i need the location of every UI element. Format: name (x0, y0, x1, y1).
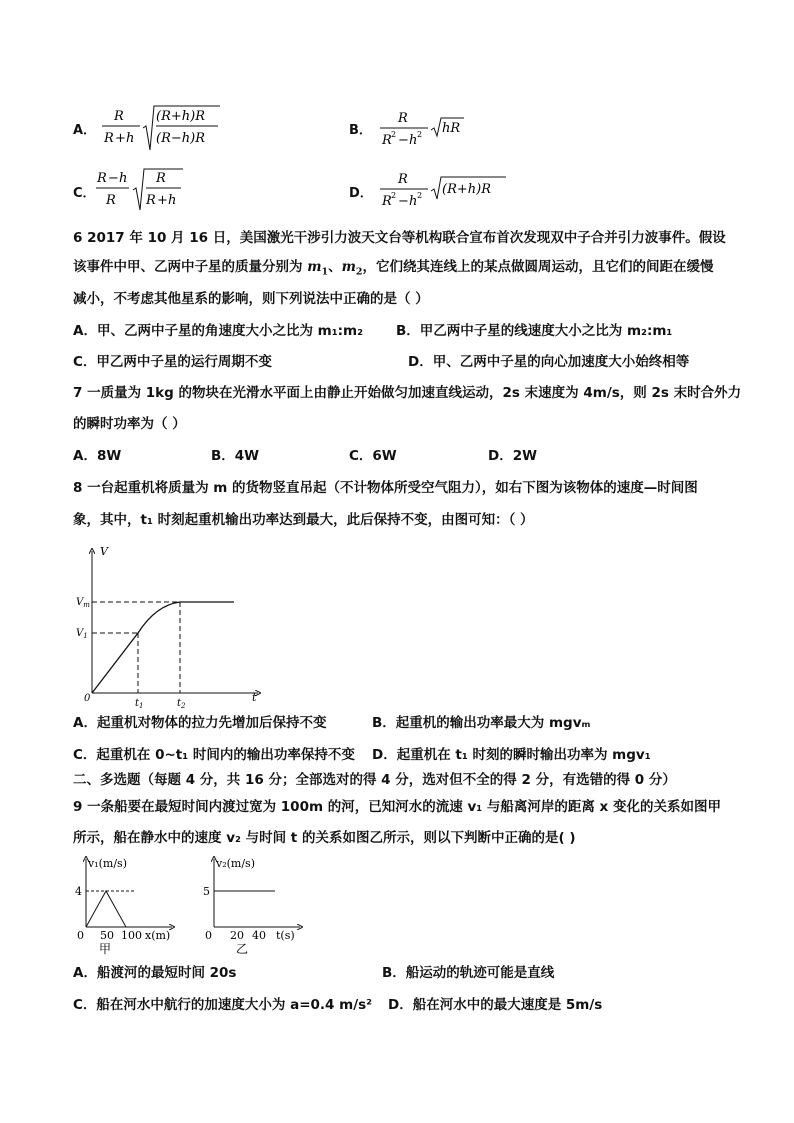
svg-text:h: h (119, 171, 128, 186)
y-tick-label: 5 (203, 885, 210, 898)
svg-text:R: R (156, 171, 166, 186)
q6-option-c: C．甲乙两中子星的运行周期不变 (73, 354, 272, 370)
q6-stem-line1: 6 2017 年 10 月 16 日，美国激光干涉引力波天文台等机构联合宣布首次发现双中子合并引力波事件。假设 (73, 230, 726, 246)
svg-text:R: R (398, 111, 408, 126)
svg-text:−: − (108, 171, 119, 186)
x-axis-label: t (252, 691, 257, 704)
svg-text:R: R (114, 109, 124, 124)
q8-option-d: D．起重机在 t₁ 时刻的瞬时输出功率为 mgv₁ (372, 747, 651, 763)
x-axis-label: x(m) (145, 929, 171, 942)
q7-option-a: A．8W (73, 448, 122, 464)
option-b-formula (378, 108, 478, 150)
caption: 甲 (99, 942, 112, 955)
option-d-formula (378, 169, 513, 211)
q8-velocity-time-graph (76, 543, 266, 708)
q7-stem-line2: 的瞬时功率为（ ） (73, 416, 186, 432)
q6-option-a: A．甲、乙两中子星的角速度大小之比为 m₁:m₂ (73, 323, 364, 339)
option-c-formula (95, 166, 195, 212)
option-d-label: D． (349, 186, 373, 201)
svg-text:R: R (97, 171, 107, 186)
svg-text:h: h (126, 131, 135, 146)
option-c-label: C． (73, 186, 96, 201)
option-b-label: B． (349, 123, 372, 138)
caption: 乙 (236, 942, 249, 955)
svg-text:(R−h)R: (R−h)R (156, 131, 205, 146)
y-tick-label: 4 (75, 885, 82, 898)
flow-velocity-triangle (86, 891, 126, 927)
q9-graph-jia (72, 855, 182, 955)
q6-stem-line2: 该事件中甲、乙两中子星的质量分别为 $m_1$、$m_2$，它们绕其连线上的某点做圆周运动，且它们的间距在缓慢 (73, 259, 714, 278)
x-tick-label: 100 (121, 929, 142, 942)
svg-text:R: R (104, 131, 114, 146)
origin-label: 0 (84, 693, 91, 704)
x-axis-label: t(s) (276, 929, 295, 942)
q9-option-a: A．船渡河的最短时间 20s (73, 965, 237, 981)
svg-text:h: h (168, 193, 177, 208)
t1-label: $t_1$ (135, 698, 144, 708)
x-tick-label: 20 (230, 929, 244, 942)
q8-option-c: C．起重机在 0~t₁ 时间内的输出功率保持不变 (73, 747, 355, 763)
svg-text:2: 2 (391, 191, 397, 200)
q9-graph-yi (200, 855, 310, 955)
svg-text:2: 2 (417, 130, 423, 139)
q7-option-b: B．4W (211, 448, 260, 464)
q7-option-c: C．6W (349, 448, 397, 464)
y-axis-label: V (100, 545, 108, 558)
origin-label: 0 (205, 929, 212, 942)
vm-label: $V_m$ (76, 597, 90, 609)
svg-text:h: h (409, 133, 418, 148)
t2-label: $t_2$ (177, 698, 186, 708)
svg-text:R: R (146, 193, 156, 208)
origin-label: 0 (77, 929, 84, 942)
svg-text:−: − (398, 133, 409, 148)
svg-text:hR: hR (442, 121, 461, 136)
q6-stem-line3: 减小，不考虑其他星系的影响，则下列说法中正确的是（ ） (73, 291, 429, 307)
svg-text:R: R (382, 133, 392, 148)
q7-option-d: D．2W (488, 448, 537, 464)
q8-stem-line1: 8 一台起重机将质量为 m 的货物竖直吊起（不计物体所受空气阻力），如右下图为该物体的速度—时间图 (73, 480, 698, 496)
v1-label: $V_1$ (76, 628, 88, 640)
svg-text:+: + (115, 131, 126, 146)
q9-stem-line1: 9 一条船要在最短时间内渡过宽为 100m 的河，已知河水的流速 v₁ 与船离河岸的距离 x 变化的关系如图甲 (73, 799, 721, 815)
q8-stem-line2: 象，其中，t₁ 时刻起重机输出功率达到最大，此后保持不变，由图可知：（ ） (73, 512, 534, 528)
svg-text:R: R (398, 172, 408, 187)
svg-text:(R+h)R: (R+h)R (442, 182, 491, 197)
svg-text:R: R (106, 193, 116, 208)
q9-option-d: D．船在河水中的最大速度是 5m/s (388, 997, 603, 1013)
q6-option-b: B．甲乙两中子星的线速度大小之比为 m₂:m₁ (396, 323, 673, 339)
svg-text:2: 2 (391, 130, 397, 139)
q7-stem-line1: 7 一质量为 1kg 的物块在光滑水平面上由静止开始做匀加速直线运动，2s 末速度为 4m/s，则 2s 末时合外力 (73, 385, 742, 401)
x-tick-label: 50 (100, 929, 114, 942)
option-a-label: A． (73, 123, 97, 138)
y-axis-label: v₂(m/s) (216, 857, 255, 870)
q8-option-b: B．起重机的输出功率最大为 mgvₘ (372, 715, 591, 731)
svg-text:2: 2 (417, 191, 423, 200)
svg-text:h: h (409, 194, 418, 209)
svg-text:−: − (398, 194, 409, 209)
q6-option-d: D．甲、乙两中子星的向心加速度大小始终相等 (408, 354, 690, 370)
svg-text:+: + (157, 193, 168, 208)
svg-text:R: R (382, 194, 392, 209)
svg-text:(R+h)R: (R+h)R (156, 109, 205, 124)
q9-stem-line2: 所示，船在静水中的速度 v₂ 与时间 t 的关系如图乙所示，则以下判断中正确的是( ) (73, 830, 576, 846)
velocity-curve (92, 602, 234, 693)
q8-option-a: A．起重机对物体的拉力先增加后保持不变 (73, 715, 327, 731)
q9-option-b: B．船运动的轨迹可能是直线 (382, 965, 555, 981)
y-axis-label: v₁(m/s) (88, 857, 127, 870)
q9-option-c: C．船在河水中航行的加速度大小为 a=0.4 m/s² (73, 997, 373, 1013)
option-a-formula (100, 102, 225, 154)
section-2-heading: 二、多选题（每题 4 分，共 16 分；全部选对的得 4 分，选对但不全的得 2 分，有选错的得 0 分） (73, 772, 676, 788)
x-tick-label: 40 (252, 929, 266, 942)
